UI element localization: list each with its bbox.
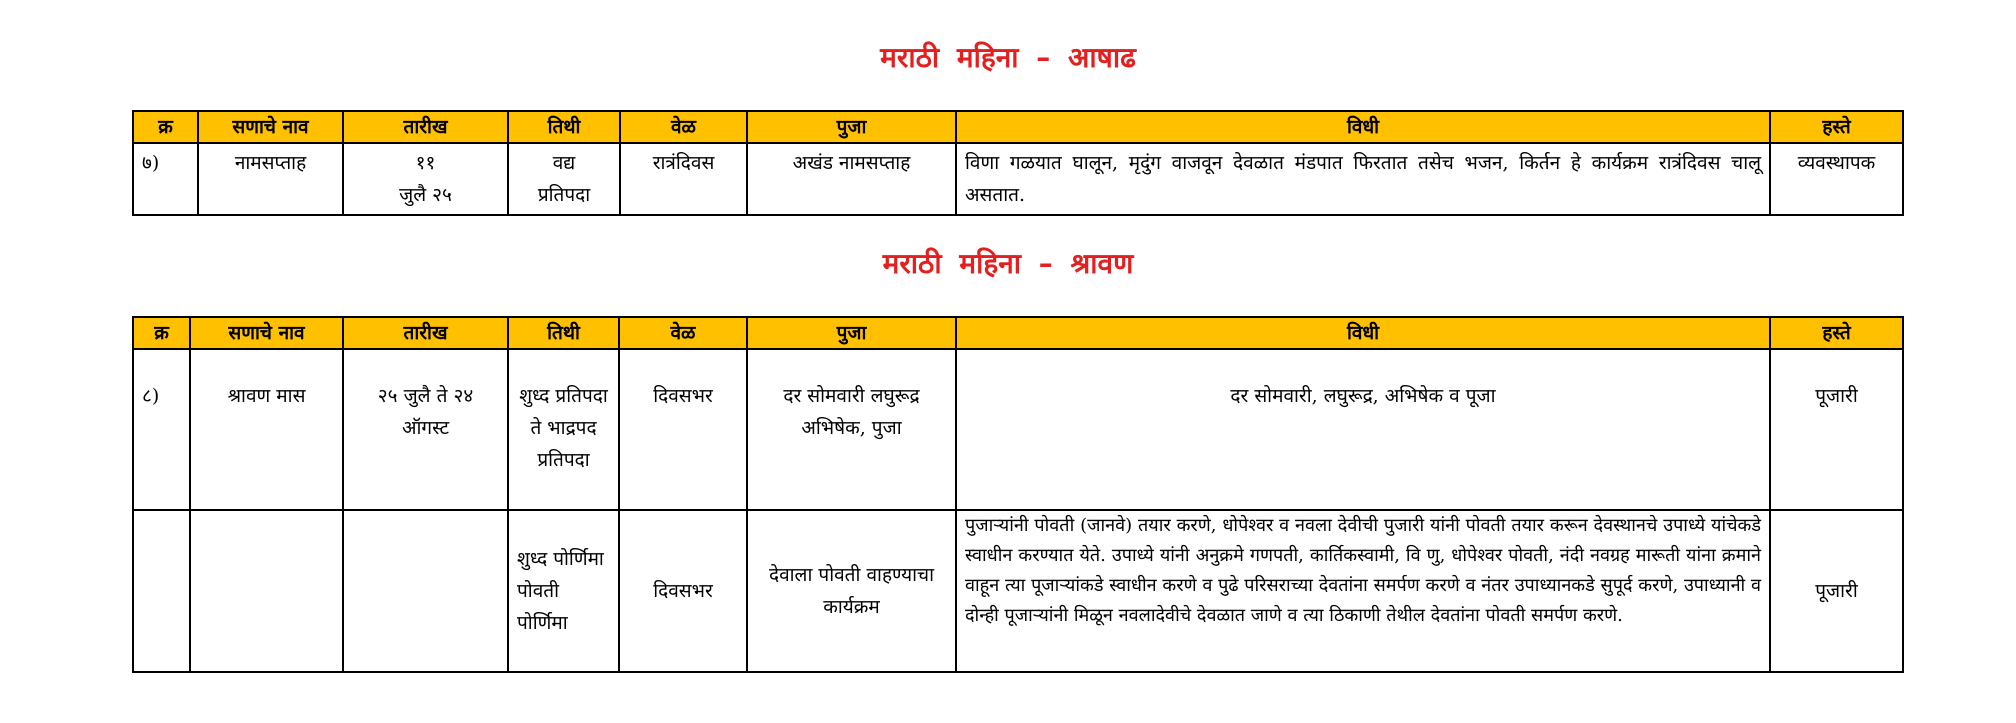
cell-no: ७) bbox=[133, 143, 198, 215]
date-line: ११ bbox=[415, 152, 436, 174]
cell-date bbox=[343, 510, 508, 672]
cell-time: दिवसभर bbox=[619, 510, 747, 672]
table-row bbox=[133, 143, 1903, 215]
column-header-time: वेळ bbox=[620, 111, 747, 143]
cell-haste: पूजारी bbox=[1770, 349, 1903, 510]
column-header-vidhi: विधी bbox=[956, 317, 1770, 349]
column-header-vidhi: विधी bbox=[956, 111, 1770, 143]
cell-vidhi: पुजाऱ्यांनी पोवती (जानवे) तयार करणे, धोपेश्वर व नवला देवीची पुजारी यांनी पोवती तयार करून देवस्थानचे उपाध्ये यांचेकडे स्वाधीन करण्यात येते. उपाध्ये यांनी अनुक्रमे गणपती, कार्तिकस्वामी, वि णु, धोपेश्वर पोवती, नंदी नवग्रह मारूती यांना क्रमाने वाहून त्या पूजाऱ्यांकडे स्वाधीन करणे व पुढे परिसराच्या देवतांना समर्पण करणे व नंतर उपाध्यानकडे सुपूर्द करणे, उपाध्यानी व दोन्ही पूजाऱ्यांनी मिळून नवलादेवीचे देवळात जाणे व त्या ठिकाणी तेथील देवतांना पोवती समर्पण करणे. bbox=[956, 510, 1770, 672]
column-header-no: क्र bbox=[133, 111, 198, 143]
table-row bbox=[133, 349, 1903, 510]
tithi-line: प्रतिपदा bbox=[537, 184, 591, 206]
cell-time: रात्रंदिवस bbox=[620, 143, 747, 215]
column-header-time: वेळ bbox=[619, 317, 747, 349]
cell-puja: दर सोमवारी लघुरूद्र अभिषेक, पुजा bbox=[747, 349, 956, 510]
tithi-line: वद्य bbox=[552, 152, 576, 174]
column-header-haste: हस्ते bbox=[1770, 111, 1903, 143]
date-line: जुलै २५ bbox=[399, 184, 452, 206]
column-header-date: तारीख bbox=[343, 111, 508, 143]
column-header-date: तारीख bbox=[343, 317, 508, 349]
cell-puja: अखंड नामसप्ताह bbox=[747, 143, 956, 215]
column-header-festival-name: सणाचे नाव bbox=[190, 317, 343, 349]
cell-festival-name bbox=[190, 510, 343, 672]
section-title-ashadh: मराठी महिना – आषाढ bbox=[880, 41, 1136, 74]
cell-vidhi: विणा गळयात घालून, मृदुंग वाजवून देवळात मंडपात फिरतात तसेच भजन, किर्तन हे कार्यक्रम रात्रंदिवस चालू असतात. bbox=[956, 143, 1770, 215]
cell-no bbox=[133, 510, 190, 672]
column-header-tithi: तिथी bbox=[508, 111, 620, 143]
column-header-festival-name: सणाचे नाव bbox=[198, 111, 343, 143]
column-header-haste: हस्ते bbox=[1770, 317, 1903, 349]
table-header-row bbox=[133, 317, 1903, 349]
cell-haste: पूजारी bbox=[1770, 510, 1903, 672]
cell-haste: व्यवस्थापक bbox=[1770, 143, 1903, 215]
cell-puja: देवाला पोवती वाहण्याचा कार्यक्रम bbox=[747, 510, 956, 672]
section-title-shravan: मराठी महिना – श्रावण bbox=[882, 247, 1134, 280]
cell-no: ८) bbox=[133, 349, 190, 510]
cell-tithi: शुध्द प्रतिपदा ते भाद्रपद प्रतिपदा bbox=[508, 349, 619, 510]
cell-time: दिवसभर bbox=[619, 349, 747, 510]
cell-date: २५ जुलै ते २४ ऑगस्ट bbox=[343, 349, 508, 510]
table-header-row bbox=[133, 111, 1903, 143]
cell-tithi bbox=[508, 143, 620, 215]
column-header-tithi: तिथी bbox=[508, 317, 619, 349]
festival-table-ashadh bbox=[132, 110, 1904, 216]
cell-date bbox=[343, 143, 508, 215]
festival-table-shravan bbox=[132, 316, 1904, 673]
cell-festival-name: श्रावण मास bbox=[190, 349, 343, 510]
column-header-puja: पुजा bbox=[747, 317, 956, 349]
column-header-no: क्र bbox=[133, 317, 190, 349]
cell-tithi: शुध्द पोर्णिमा पोवती पोर्णिमा bbox=[508, 510, 619, 672]
cell-vidhi: दर सोमवारी, लघुरूद्र, अभिषेक व पूजा bbox=[956, 349, 1770, 510]
table-row bbox=[133, 510, 1903, 672]
cell-festival-name: नामसप्ताह bbox=[198, 143, 343, 215]
column-header-puja: पुजा bbox=[747, 111, 956, 143]
